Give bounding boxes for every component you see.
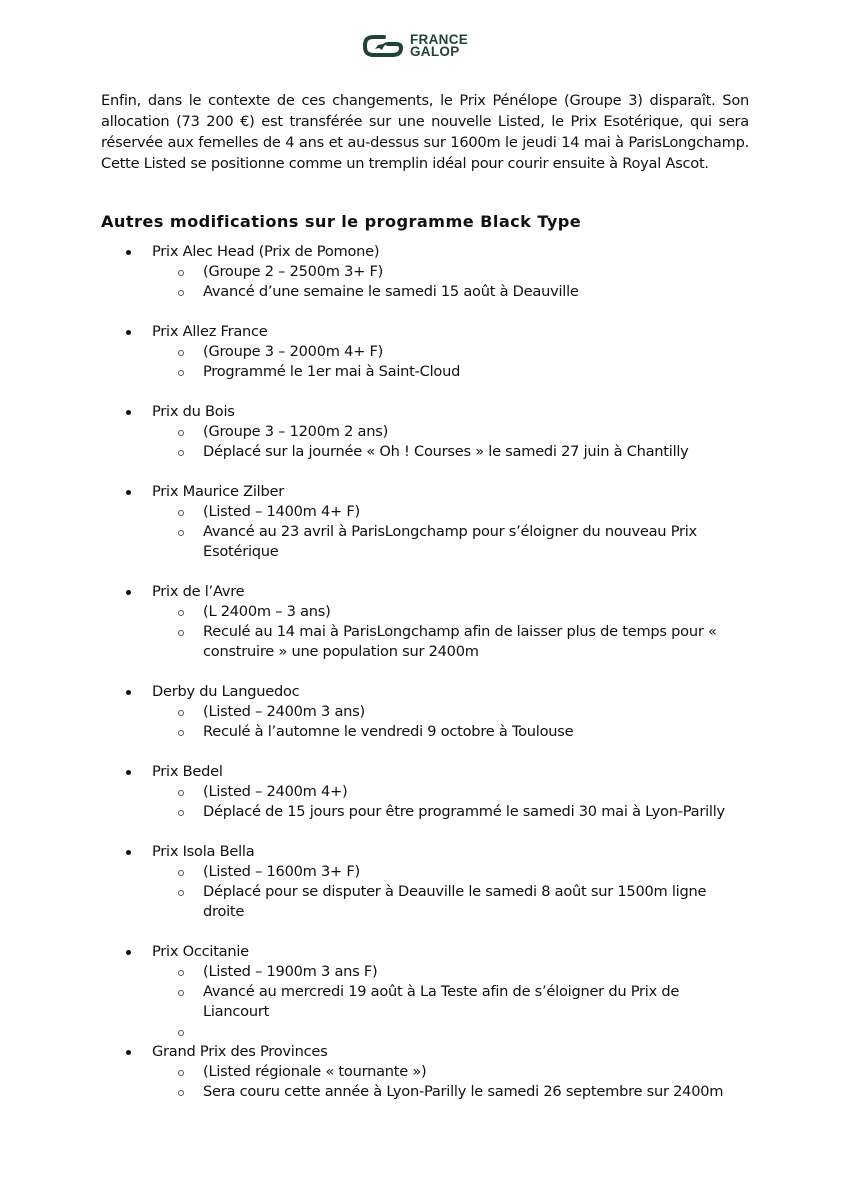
circle-bullet-icon: [178, 790, 184, 796]
circle-bullet-icon: [178, 810, 184, 816]
circle-bullet-icon: [178, 290, 184, 296]
race-detail: Reculé au 14 mai à ParisLongchamp afin de laisser plus de temps pour « construire » une population sur 2400m: [0, 622, 848, 662]
list-item: [0, 682, 848, 742]
france-galop-logo: [362, 30, 468, 62]
race-name: Prix Occitanie: [152, 943, 249, 960]
race-detail: (Groupe 2 – 2500m 3+ F): [0, 262, 848, 282]
race-detail: Avancé au mercredi 19 août à La Teste afin de s’éloigner du Prix de Liancourt: [0, 982, 848, 1022]
race-detail: (Listed – 2400m 3 ans): [0, 702, 848, 722]
circle-bullet-icon: [178, 630, 184, 636]
race-detail: Sera couru cette année à Lyon-Parilly le samedi 26 septembre sur 2400m: [0, 1082, 848, 1102]
section-heading: Autres modifications sur le programme Black Type: [101, 212, 582, 231]
bullet-icon: [126, 590, 131, 595]
black-type-changes-list: [0, 242, 848, 1102]
logo-line-1: FRANCE: [410, 32, 469, 47]
list-item: [0, 582, 848, 662]
race-name: Prix Bedel: [152, 763, 223, 780]
bullet-icon: [126, 1050, 131, 1055]
circle-bullet-icon: [178, 710, 184, 716]
circle-bullet-icon: [178, 890, 184, 896]
circle-bullet-icon: [178, 370, 184, 376]
race-name: Prix Isola Bella: [152, 843, 255, 860]
race-detail: (Listed régionale « tournante »): [0, 1062, 848, 1082]
circle-bullet-icon: [178, 450, 184, 456]
race-detail: Déplacé de 15 jours pour être programmé le samedi 30 mai à Lyon-Parilly: [0, 802, 848, 822]
race-detail: Programmé le 1er mai à Saint-Cloud: [0, 362, 848, 382]
list-item: [0, 322, 848, 382]
circle-bullet-icon: [178, 270, 184, 276]
race-detail: (Groupe 3 – 1200m 2 ans): [0, 422, 848, 442]
race-detail: (Listed – 2400m 4+): [0, 782, 848, 802]
circle-bullet-icon: [178, 510, 184, 516]
circle-bullet-icon: [178, 730, 184, 736]
logo-line-2: GALOP: [410, 44, 460, 59]
bullet-icon: [126, 690, 131, 695]
circle-bullet-icon: [178, 990, 184, 996]
race-detail: (Listed – 1600m 3+ F): [0, 862, 848, 882]
race-name: Grand Prix des Provinces: [152, 1043, 328, 1060]
circle-bullet-icon: [178, 1090, 184, 1096]
bullet-icon: [126, 770, 131, 775]
race-name: Derby du Languedoc: [152, 683, 300, 700]
race-name: Prix Alec Head (Prix de Pomone): [152, 243, 380, 260]
race-detail: Reculé à l’automne le vendredi 9 octobre à Toulouse: [0, 722, 848, 742]
circle-bullet-icon: [178, 870, 184, 876]
race-name: Prix Allez France: [152, 323, 268, 340]
list-item: [0, 402, 848, 462]
race-detail: (Listed – 1400m 4+ F): [0, 502, 848, 522]
list-item: [0, 482, 848, 562]
race-name: Prix du Bois: [152, 403, 235, 420]
list-item: [0, 762, 848, 822]
bullet-icon: [126, 250, 131, 255]
circle-bullet-icon: [178, 530, 184, 536]
list-item: [0, 242, 848, 302]
intro-paragraph: Enfin, dans le contexte de ces changements, le Prix Pénélope (Groupe 3) disparaît. Son allocation (73 200 €) est transférée sur une nouvelle Listed, le Prix Esotérique, qui sera réservée aux femelles de 4 ans et au-dessus sur 1600m le jeudi 14 mai à ParisLongchamp. Cette Listed se positionne comme un tremplin idéal pour courir ensuite à Royal Ascot.: [101, 92, 749, 172]
race-detail: (Groupe 3 – 2000m 4+ F): [0, 342, 848, 362]
circle-bullet-icon: [178, 1070, 184, 1076]
race-detail: Avancé au 23 avril à ParisLongchamp pour s’éloigner du nouveau Prix Esotérique: [0, 522, 848, 562]
list-item: [0, 1042, 848, 1102]
list-item: [0, 942, 848, 1042]
race-detail-empty: [0, 1022, 848, 1042]
bullet-icon: [126, 330, 131, 335]
bullet-icon: [126, 490, 131, 495]
race-detail: Déplacé pour se disputer à Deauville le samedi 8 août sur 1500m ligne droite: [0, 882, 848, 922]
race-name: Prix de l’Avre: [152, 583, 245, 600]
race-name: Prix Maurice Zilber: [152, 483, 284, 500]
race-detail: (L 2400m – 3 ans): [0, 602, 848, 622]
bullet-icon: [126, 950, 131, 955]
race-detail: Avancé d’une semaine le samedi 15 août à Deauville: [0, 282, 848, 302]
race-detail: Déplacé sur la journée « Oh ! Courses » le samedi 27 juin à Chantilly: [0, 442, 848, 462]
bullet-icon: [126, 410, 131, 415]
circle-bullet-icon: [178, 970, 184, 976]
circle-bullet-icon: [178, 350, 184, 356]
circle-bullet-icon: [178, 610, 184, 616]
race-detail: (Listed – 1900m 3 ans F): [0, 962, 848, 982]
horse-racing-logo-icon: [362, 34, 404, 58]
circle-bullet-icon: [178, 1030, 184, 1036]
bullet-icon: [126, 850, 131, 855]
list-item: [0, 842, 848, 922]
circle-bullet-icon: [178, 430, 184, 436]
